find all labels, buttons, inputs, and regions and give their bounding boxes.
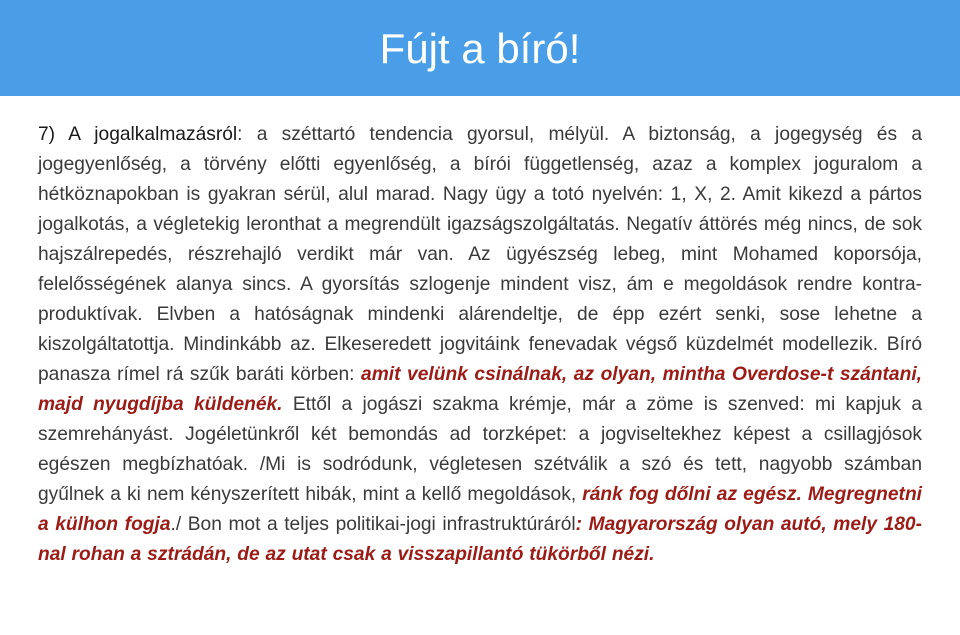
text-segment-3: ./ Bon mot a teljes politikai-jogi infrastruktúráról [170, 514, 576, 535]
quote-3: : Magyarország olyan autó, mely 180-nal rohan a sztrádán, de az utat csak a visszapillantó tükörből nézi. [38, 514, 922, 565]
item-number: 7) [38, 124, 56, 145]
slide-title: Fújt a bíró! [379, 25, 581, 72]
quote-2: ránk fog dőlni az egész. Megregnetni a külhon fogja [38, 484, 922, 535]
text-segment-2: Ettől a jogászi szakma krémje, már a zöme is szenved: mi kapjuk a szemrehányást. Jogéletünkről két bemondás ad torzképet: a jogviseltekhez képest a csillagjósok egészen megbízhatóak. /Mi is sodródunk, végletesen szétválik a szó és tett, nagyobb számban gyűlnek a ki nem kényszerített hibák, mint a kellő megoldások, [38, 394, 922, 505]
body-paragraph [38, 120, 922, 570]
title-bar [0, 0, 960, 96]
quote-1: amit velünk csinálnak, az olyan, mintha Overdose-t szántani, majd nyugdíjba küldenék. [38, 364, 922, 415]
text-segment-1: : a széttartó tendencia gyorsul, mélyül. A biztonság, a jogegység és a jogegyenlőség, a törvény előtti egyenlőség, a bírói függetlenség, azaz a komplex joguralom a hétköznapokban is gyakran sérül, alul marad. Nagy ügy a totó nyelvén: 1, X, 2. Amit kikezd a pártos jogalkotás, a végletekig leronthat a megrendült igazságszolgáltatás. Negatív áttörés még nincs, de sok hajszálrepedés, részrehajló verdikt már van. Az ügyészség lebeg, mint Mohamed koporsója, felelősségének alanya sincs. A gyorsítás szlogenje mindent visz, ám e megoldások rendre kontra-produktívak. Elvben a hatóságnak mindenki alárendeltje, de épp ezért senki, sose lehetne a kiszolgáltatottja. Mindinkább az. Elkeseredett jogvitáink fenevadak végső küzdelmét modellezik. Bíró panasza rímel rá szűk baráti körben: [38, 124, 922, 385]
item-heading: A jogalkalmazásról [68, 124, 238, 145]
